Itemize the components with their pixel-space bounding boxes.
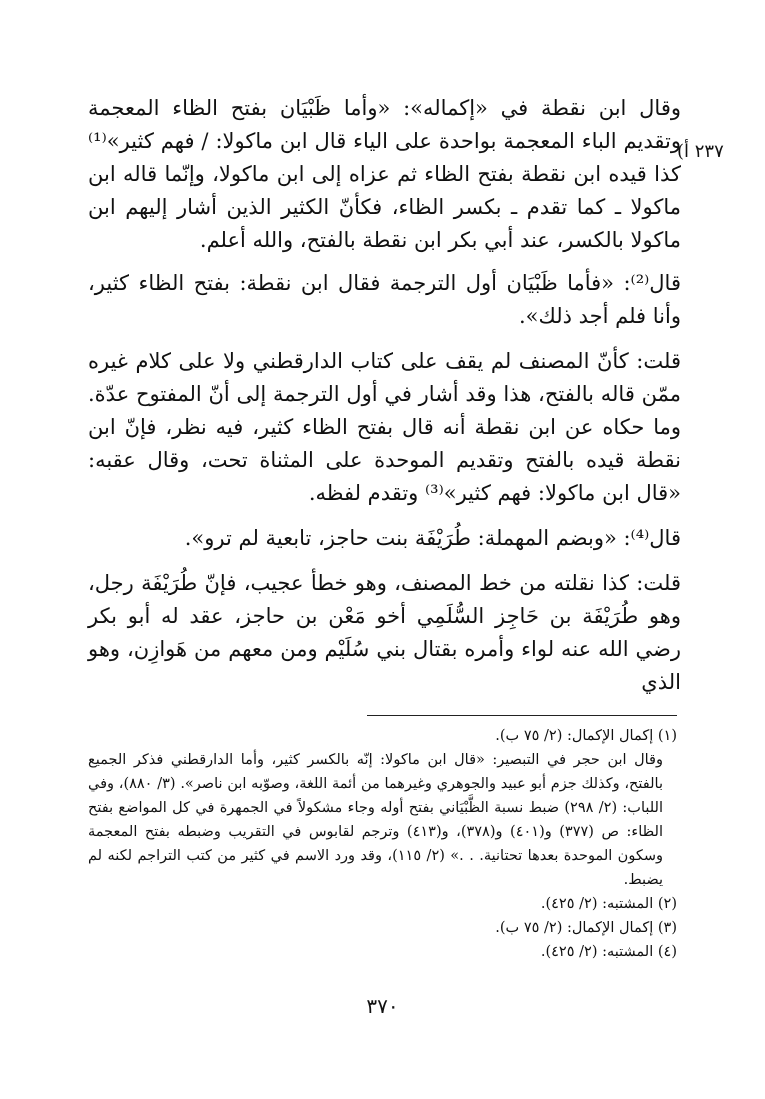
- paragraph-1: وقال ابن نقطة في «إكماله»: «وأما ظَبْيَان بفتح الظاء المعجمة وتقديم الباء المعجمة بواحدة على الياء قال ابن ماكولا: / فهم كثير»⁽¹⁾ كذا قيده ابن نقطة بفتح الظاء ثم عزاه إلى ابن ماكولا، وإنّما قاله ابن ماكولا ـ كما تقدم ـ بكسر الظاء، فكأنّ الكثير الذين أشار إليهم ابن ماكولا بالكسر، عند أبي بكر ابن نقطة بالفتح، والله أعلم.: [88, 96, 681, 252]
- footnote-2: (٢) المشتبه: (٢/ ٤٢٥).: [540, 896, 677, 912]
- footnote-1: (١) إكمال الإكمال: (٢/ ٧٥ ب).: [495, 728, 677, 744]
- footnotes: [88, 724, 677, 964]
- paragraph-5: قلت: كذا نقلته من خط المصنف، وهو خطأ عجيب، فإنّ طُرَيْفَة رجل، وهو طُرَيْفَة بن حَاجِز السُّلَمِي أخو مَعْن بن حاجز، عقد له أبو بكر رضي الله عنه لواء وأمره بقتال بني سُلَيْم ومن معهم من هَوازِن، وهو الذي: [88, 571, 681, 694]
- paragraph-3: قلت: كأنّ المصنف لم يقف على كتاب الدارقطني ولا على كلام غيره ممّن قاله بالفتح، هذا وقد أشار في أول الترجمة إلى أنّ المفتوح عدّة. وما حكاه عن ابن نقطة أنه قال بفتح الظاء كثير، فيه نظر، فإنّ ابن نقطة قيده بالفتح وتقديم الموحدة على المثناة تحت، وقال عقبه: «قال ابن ماكولا: فهم كثير»⁽³⁾ وتقدم لفظه.: [88, 349, 681, 505]
- paragraph-2: قال⁽²⁾: «فأما ظَبْيَان أول الترجمة فقال ابن نقطة: بفتح الظاء كثير، وأنا فلم أجد ذلك».: [88, 271, 681, 328]
- footnote-3: (٣) إكمال الإكمال: (٢/ ٧٥ ب).: [495, 920, 677, 936]
- footnote-1-body: وقال ابن حجر في التبصير: «قال ابن ماكولا: إنّه بالكسر كثير، وأما الدارقطني فذكر الجميع بالفتح، وكذلك جزم أبو عبيد والجوهري وغيرهما من أئمة اللغة، وصوّبه ابن ناصر». (٣/ ٨٨٠)، وفي اللباب: (٢/ ٢٩٨) ضبط نسبة الظَّبْيَاني بفتح أوله وجاء مشكولاً في الجمهرة في كل المواضع بفتح الظاء: ص (٣٧٧) و(٤٠١) و(٣٧٨)، و(٤١٣) وترجم لقابوس في التقريب وضبطه بفتح المعجمة وسكون الموحدة بعدها تحتانية. . .» (٢/ ١١٥)، وقد ورد الاسم في كثير من كتب التراجم لكنه لم يضبط.: [88, 752, 664, 888]
- footnote-4: (٤) المشتبه: (٢/ ٤٢٥).: [540, 944, 677, 960]
- paragraph-4: قال⁽⁴⁾: «وبضم المهملة: طُرَيْفَة بنت حاجز، تابعية لم ترو».: [184, 526, 681, 550]
- main-text: [88, 92, 681, 711]
- page-number: ٣٧٠: [366, 994, 399, 1018]
- margin-folio-text: ٢٣٧ أ): [677, 141, 724, 162]
- footnote-divider: [367, 715, 677, 716]
